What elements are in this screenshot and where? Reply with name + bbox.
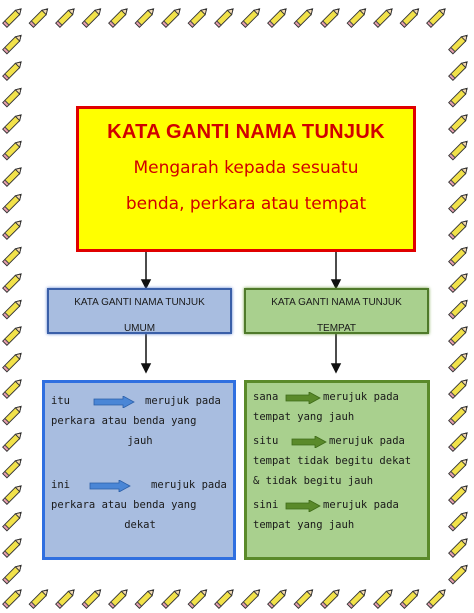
detail-box-tempat: [244, 380, 430, 560]
entry-ini: [51, 475, 229, 535]
right-arrow-icon: [285, 392, 321, 404]
entry-line-2: perkara atau benda yang: [51, 415, 197, 427]
entry-word: itu: [51, 395, 70, 407]
heading-box-tempat: [244, 288, 429, 334]
entry-line-2: tempat yang jauh: [253, 411, 355, 423]
title: KATA GANTI NAMA TUNJUK: [107, 121, 385, 143]
arrowhead-title-to-tempat: [332, 280, 340, 288]
entry-meaning: merujuk pada: [323, 499, 399, 511]
entry-line-2: perkara atau benda yang: [51, 499, 197, 511]
detail-box-umum: [42, 380, 236, 560]
entry-meaning: merujuk pada: [323, 391, 399, 403]
entry-line-2: tempat yang jauh: [253, 519, 355, 531]
heading-box-umum: [47, 288, 232, 334]
arrowhead-tempat-to-detail: [332, 364, 340, 372]
entry-word: sana: [253, 391, 279, 403]
title-box: [76, 106, 416, 252]
right-arrow-icon: [89, 480, 131, 492]
entry-word: ini: [51, 479, 70, 491]
entry-sini: [253, 495, 423, 535]
entry-word: situ: [253, 435, 279, 447]
heading-umum-line-1: KATA GANTI NAMA TUNJUK: [74, 297, 205, 308]
entry-itu: [51, 391, 229, 451]
entry-meaning: merujuk pada: [145, 395, 221, 407]
right-arrow-icon: [93, 396, 135, 408]
entry-line-2: tempat tidak begitu dekat: [253, 455, 412, 467]
heading-tempat-line-1: KATA GANTI NAMA TUNJUK: [271, 297, 402, 308]
entry-situ: [253, 431, 423, 491]
right-arrow-icon: [285, 500, 321, 512]
entry-meaning: merujuk pada: [151, 479, 227, 491]
heading-tempat-line-2: TEMPAT: [316, 323, 357, 334]
entry-meaning: merujuk pada: [329, 435, 405, 447]
entry-line-3: dekat: [124, 519, 156, 531]
entry-line-3: jauh: [127, 435, 153, 447]
arrowhead-title-to-umum: [142, 280, 150, 288]
subtitle-line-2: benda, perkara atau tempat: [125, 194, 367, 214]
subtitle-line-1: Mengarah kepada sesuatu: [133, 158, 359, 178]
entry-sana: [253, 387, 423, 427]
arrowhead-umum-to-detail: [142, 364, 150, 372]
entry-word: sini: [253, 499, 279, 511]
heading-umum-line-2: UMUM: [123, 323, 156, 334]
entry-line-3: & tidak begitu jauh: [253, 475, 374, 487]
right-arrow-icon: [291, 436, 327, 448]
